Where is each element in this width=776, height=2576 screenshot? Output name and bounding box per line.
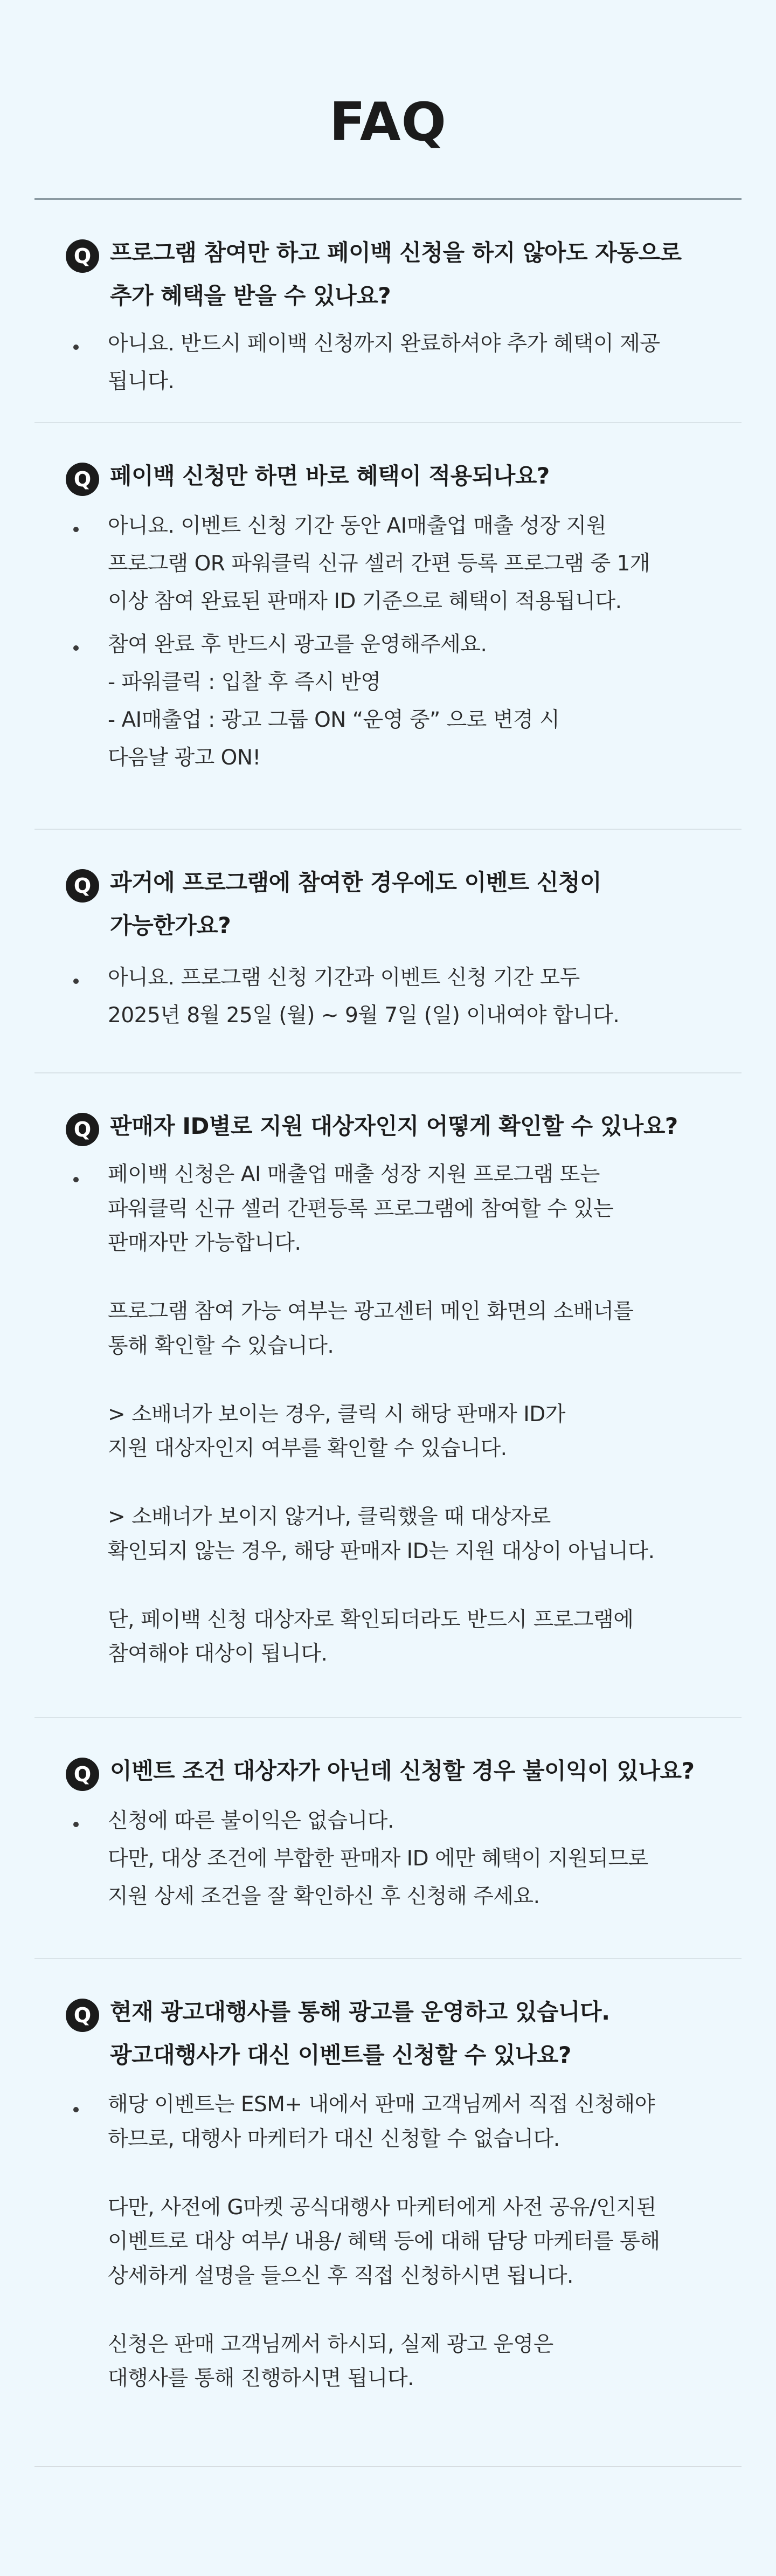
answer-text: 참여 완료 후 반드시 광고를 운영해주세요. - 파워클릭 : 입찰 후 즉시 반영 - AI매출업 : 광고 그룹 ON “운영 중” 으로 변경 시 다음날 광고 ON! [108,632,560,770]
q-badge-icon: Q [66,1758,99,1791]
bullet-icon [73,2107,79,2112]
faq-item [34,1959,742,2467]
faq-item [34,1718,742,1959]
q-badge-icon: Q [66,869,99,903]
bullet-icon [73,527,79,532]
bullet-icon [73,645,79,651]
q-badge-icon: Q [66,463,99,496]
faq-list [34,200,742,2467]
page-title: FAQ [329,92,447,153]
bullet-icon [73,979,79,984]
answer-text: 아니요. 프로그램 신청 기간과 이벤트 신청 기간 모두 2025년 8월 25일 (월) ~ 9월 7일 (일) 이내여야 합니다. [108,966,620,1028]
q-badge-icon: Q [66,1113,99,1146]
question-text: 페이백 신청만 하면 바로 혜택이 적용되나요? [110,463,550,489]
question-text: 판매자 ID별로 지원 대상자인지 어떻게 확인할 수 있나요? [110,1113,678,1139]
question-text: 프로그램 참여만 하고 페이백 신청을 하지 않아도 자동으로 추가 혜택을 받을 수 있나요? [110,239,682,309]
question-text: 현재 광고대행사를 통해 광고를 운영하고 있습니다. 광고대행사가 대신 이벤트를 신청할 수 있나요? [110,1999,610,2068]
faq-item [34,830,742,1073]
bullet-icon [73,345,79,350]
answer-text: 페이백 신청은 AI 매출업 매출 성장 지원 프로그램 또는 파워클릭 신규 셀러 간편등록 프로그램에 참여할 수 있는 판매자만 가능합니다. 프로그램 참여 가능 여부는 광고센터 메인 화면의 소배너를 통해 확인할 수 있습니다. > 소배너가 보이는 경우, 클릭 시 해당 판매자 ID가 지원 대상자인지 여부를 확인할 수 있습니다. > 소배너가 보이지 않거나, 클릭했을 때 대상자로 확인되지 않는 경우, 해당 판매자 ID는 지원 대상이 아닙니다. 단, 페이백 신청 대상자로 확인되더라도 반드시 프로그램에 참여해야 대상이 됩니다. [108,1162,655,1666]
q-badge-icon: Q [66,239,99,273]
answer-text: 아니요. 이벤트 신청 기간 동안 AI매출업 매출 성장 지원 프로그램 OR 파워클릭 신규 셀러 간편 등록 프로그램 중 1개 이상 참여 완료된 판매자 ID 기준으로 혜택이 적용됩니다. [108,514,650,614]
q-badge-icon: Q [66,1999,99,2032]
bullet-icon [73,1177,79,1182]
faq-item [34,1073,742,1718]
faq-item [34,200,742,423]
answer-text: 해당 이벤트는 ESM+ 내에서 판매 고객님께서 직접 신청해야 하므로, 대행사 마케터가 대신 신청할 수 없습니다. 다만, 사전에 G마켓 공식대행사 마케터에게 사전 공유/인지된 이벤트로 대상 여부/ 내용/ 혜택 등에 대해 담당 마케터를 통해 상세하게 설명을 들으신 후 직접 신청하시면 됩니다. 신청은 판매 고객님께서 하시되, 실제 광고 운영은 대행사를 통해 진행하시면 됩니다. [108,2092,660,2391]
faq-item [34,423,742,830]
question-text: 과거에 프로그램에 참여한 경우에도 이벤트 신청이 가능한가요? [110,869,602,939]
question-text: 이벤트 조건 대상자가 아닌데 신청할 경우 불이익이 있나요? [110,1758,695,1784]
answer-text: 신청에 따른 불이익은 없습니다. 다만, 대상 조건에 부합한 판매자 ID 에만 혜택이 지원되므로 지원 상세 조건을 잘 확인하신 후 신청해 주세요. [108,1809,648,1909]
bullet-icon [73,1822,79,1827]
answer-text: 아니요. 반드시 페이백 신청까지 완료하셔야 추가 혜택이 제공 됩니다. [108,332,660,394]
